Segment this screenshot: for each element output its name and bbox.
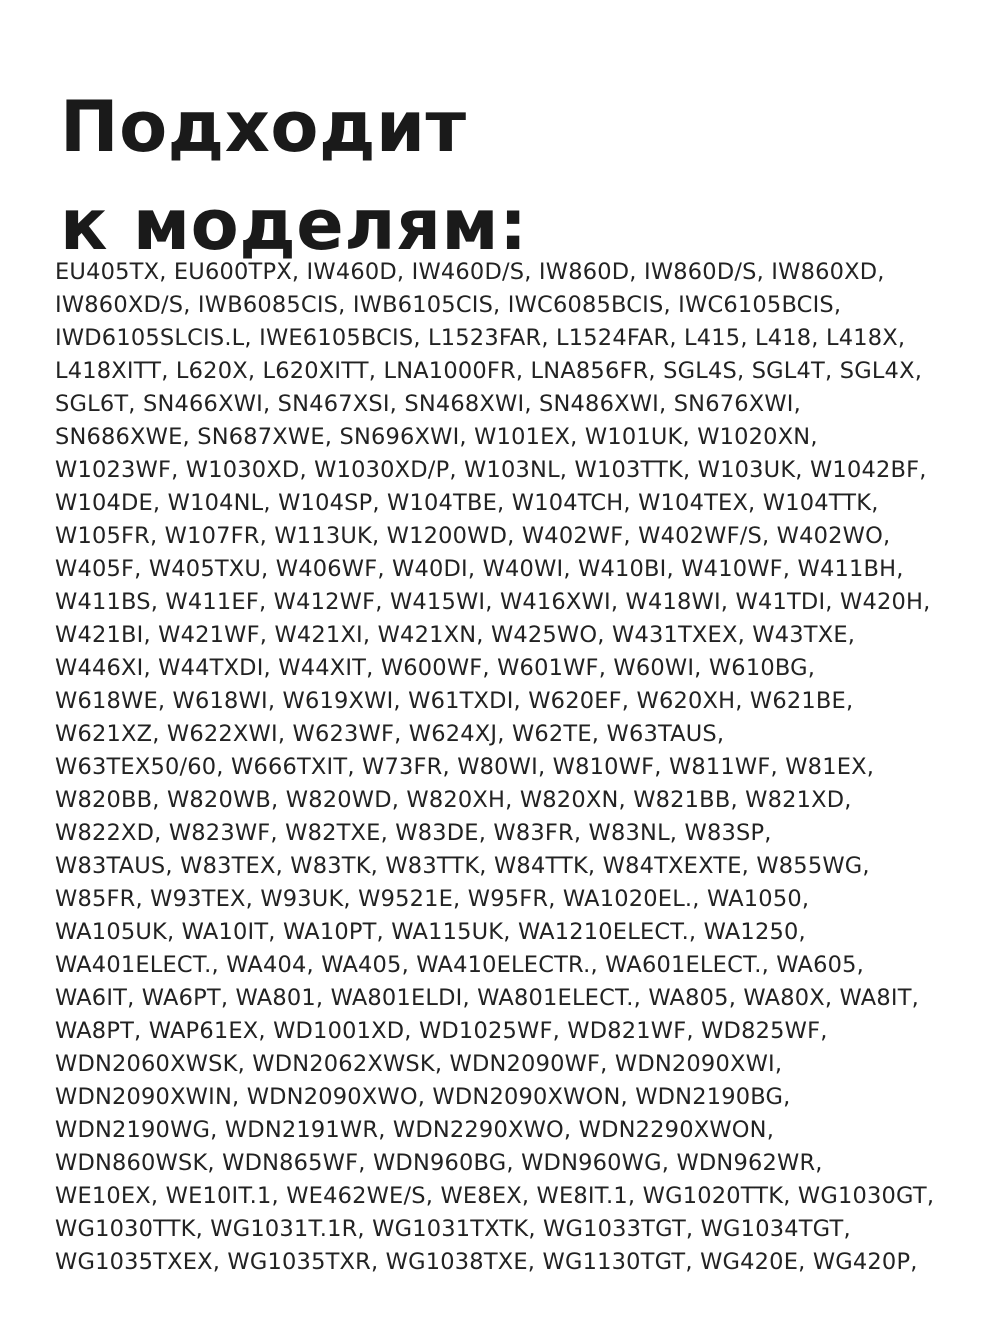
model-line: WA6IT, WA6PT, WA801, WA801ELDI, WA801ELECT., WA805, WA80X, WA8IT,	[55, 985, 920, 1011]
model-line: WDN860WSK, WDN865WF, WDN960BG, WDN960WG, WDN962WR,	[55, 1150, 823, 1176]
model-line: W405F, W405TXU, W406WF, W40DI, W40WI, W410BI, W410WF, W411BH,	[55, 556, 904, 582]
model-line: WE10EX, WE10IT.1, WE462WE/S, WE8EX, WE8IT.1, WG1020TTK, WG1030GT,	[55, 1183, 935, 1209]
model-line: WG1030TTK, WG1031T.1R, WG1031TXTK, WG1033TGT, WG1034TGT,	[55, 1216, 851, 1242]
model-line: W621XZ, W622XWI, W623WF, W624XJ, W62TE, W63TAUS,	[55, 721, 725, 747]
model-line: W104DE, W104NL, W104SP, W104TBE, W104TCH, W104TEX, W104TTK,	[55, 490, 879, 516]
model-line: WA401ELECT., WA404, WA405, WA410ELECTR., WA601ELECT., WA605,	[55, 952, 865, 978]
model-line: WG1035TXEX, WG1035TXR, WG1038TXE, WG1130TGT, WG420E, WG420P,	[55, 1249, 918, 1275]
model-line: W820BB, W820WB, W820WD, W820XH, W820XN, W821BB, W821XD,	[55, 787, 852, 813]
model-line: WA105UK, WA10IT, WA10PT, WA115UK, WA1210ELECT., WA1250,	[55, 919, 806, 945]
model-line: WDN2190WG, WDN2191WR, WDN2290XWO, WDN2290XWON,	[55, 1117, 775, 1143]
model-line: SGL6T, SN466XWI, SN467XSI, SN468XWI, SN486XWI, SN676XWI,	[55, 391, 801, 417]
model-list	[55, 256, 990, 1312]
model-line: W85FR, W93TEX, W93UK, W9521E, W95FR, WA1020EL., WA1050,	[55, 886, 810, 912]
model-line: IW860XD/S, IWB6085CIS, IWB6105CIS, IWC6085BCIS, IWC6105BCIS,	[55, 292, 842, 318]
model-line: WA8PT, WAP61EX, WD1001XD, WD1025WF, WD821WF, WD825WF,	[55, 1018, 828, 1044]
model-line: WDN2060XWSK, WDN2062XWSK, WDN2090WF, WDN2090XWI,	[55, 1051, 783, 1077]
model-line: W1023WF, W1030XD, W1030XD/P, W103NL, W103TTK, W103UK, W1042BF,	[55, 457, 927, 483]
title-line-1: Подходит	[60, 86, 467, 168]
model-line: IWD6105SLCIS.L, IWE6105BCIS, L1523FAR, L1524FAR, L415, L418, L418X,	[55, 325, 906, 351]
title-line-2: к моделям:	[60, 184, 528, 266]
model-line: W618WE, W618WI, W619XWI, W61TXDI, W620EF, W620XH, W621BE,	[55, 688, 854, 714]
page-title	[60, 78, 528, 274]
model-line	[55, 1279, 990, 1312]
model-line: WDN2090XWIN, WDN2090XWO, WDN2090XWON, WDN2190BG,	[55, 1084, 791, 1110]
model-line: W63TEX50/60, W666TXIT, W73FR, W80WI, W810WF, W811WF, W81EX,	[55, 754, 875, 780]
model-line: SN686XWE, SN687XWE, SN696XWI, W101EX, W101UK, W1020XN,	[55, 424, 818, 450]
model-line: W83TAUS, W83TEX, W83TK, W83TTK, W84TTK, W84TXEXTE, W855WG,	[55, 853, 870, 879]
model-line: W105FR, W107FR, W113UK, W1200WD, W402WF, W402WF/S, W402WO,	[55, 523, 891, 549]
model-line: W446XI, W44TXDI, W44XIT, W600WF, W601WF, W60WI, W610BG,	[55, 655, 816, 681]
model-line: W822XD, W823WF, W82TXE, W83DE, W83FR, W83NL, W83SP,	[55, 820, 772, 846]
model-line: W421BI, W421WF, W421XI, W421XN, W425WO, W431TXEX, W43TXE,	[55, 622, 856, 648]
model-line: W411BS, W411EF, W412WF, W415WI, W416XWI, W418WI, W41TDI, W420H,	[55, 589, 931, 615]
model-line: L418XITT, L620X, L620XITT, LNA1000FR, LNA856FR, SGL4S, SGL4T, SGL4X,	[55, 358, 923, 384]
model-line: EU405TX, EU600TPX, IW460D, IW460D/S, IW860D, IW860D/S, IW860XD,	[55, 259, 885, 285]
